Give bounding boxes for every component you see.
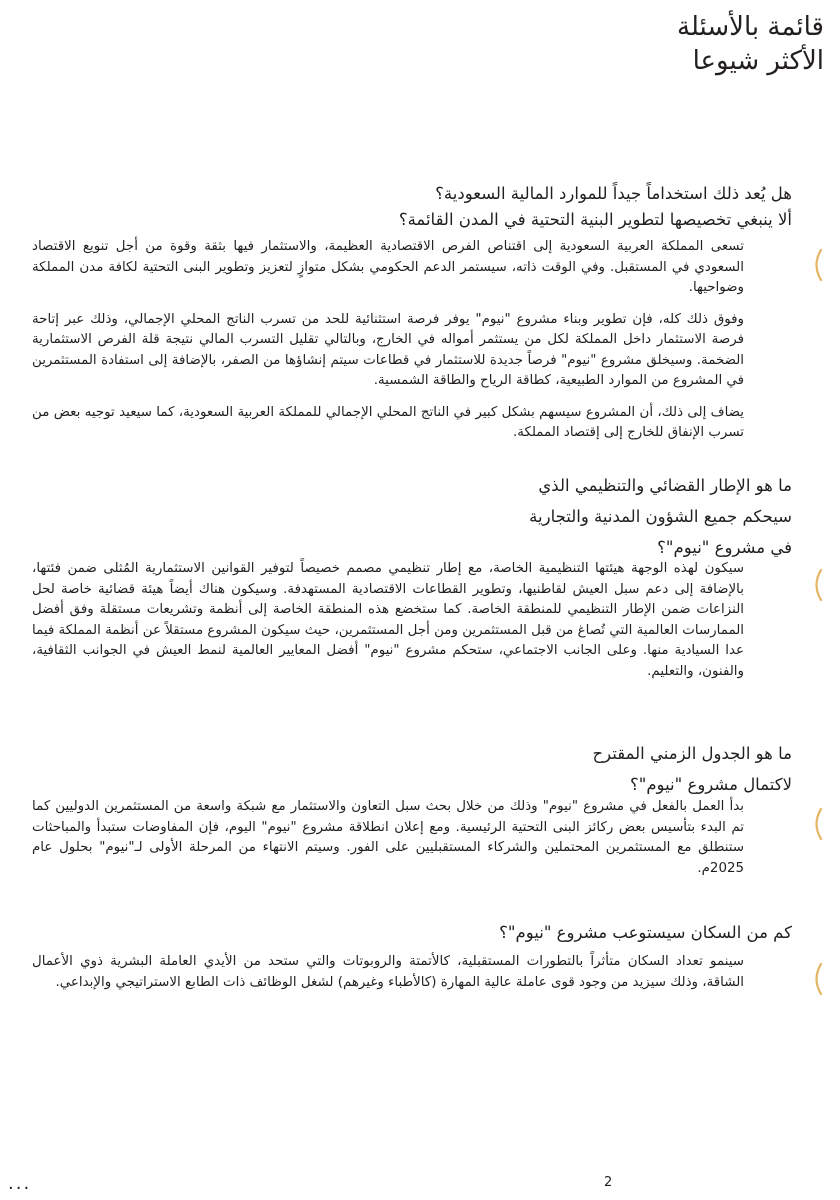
- bracket-icon: [810, 962, 826, 996]
- bracket-icon: [810, 568, 826, 602]
- answer-paragraph: يضاف إلى ذلك، أن المشروع سيسهم بشكل كبير في الناتج المحلي الإجمالي للمملكة العربية السعودية، كما سيعيد توجيه بعض من تسرب الإنفاق للخارج إلى إقتصاد المملكة.: [32, 404, 744, 440]
- answer-paragraph: بدأ العمل بالفعل في مشروع "نيوم" وذلك من خلال بحث سبل التعاون والاستثمار مع شبكة واسعة من المستثمرين الدوليين كما تم البدء بتأسيس بعض ركائز البنى التحتية الرئيسية. ومع إعلان انطلاقة مشروع "نيوم" اليوم، فإن المفاوضات ستبدأ والمباحثات ستنطلق مع المستثمرين المحتملين والشركاء المستقبليين على الفور. وسيتم الانتهاء من المرحلة الأولى لـ"نيوم" بحلول عام 2025م.: [32, 799, 744, 876]
- answer-paragraph: وفوق ذلك كله، فإن تطوير وبناء مشروع "نيوم" يوفر فرصة استثنائية للحد من تسرب الناتج المحلي الإجمالي، وذلك عبر إتاحة فرصة الاستثمار داخل المملكة لكل من يستثمر أمواله في الخارج، وبالتالي تقليل التسرب المالي نتيجة قلة الفرص الاستثمارية الضخمة. وسيخلق مشروع "نيوم" فرصاً جديدة للاستثمار في قطاعات سيتم إنشاؤها من الصفر، بالإضافة إلى استفادة المستثمرين في المشروع من الموارد الطبيعية، كطاقة الرياح والطاقة الشمسية.: [32, 311, 744, 388]
- question-2: ما هو الإطار القضائي والتنظيمي الذي سيحكم جميع الشؤون المدنية والتجارية في مشروع "نيوم"؟: [529, 476, 792, 557]
- title-line-2: الأكثر شيوعا: [692, 46, 824, 76]
- answer-4: [32, 952, 744, 993]
- answer-3: [32, 797, 744, 879]
- page-title: [677, 10, 824, 78]
- question-4: كم من السكان سيستوعب مشروع "نيوم"؟: [499, 923, 792, 942]
- page-number: 2: [604, 1175, 613, 1190]
- bracket-icon: [810, 248, 826, 282]
- answer-paragraph: سينمو تعداد السكان متأثراً بالتطورات المستقبلية، كالأتمتة والروبوتات والتي ستحد من الأيدي العاملة البشرية ذوي الأعمال الشاقة، وذلك سيزيد من وجود قوى عاملة عالية المهارة (كالأطباء وغيرهم) لشغل الوظائف ذات الطابع الاستراتيجي والإبداعي.: [32, 954, 744, 990]
- more-dots-icon: ...: [8, 1173, 32, 1194]
- title-line-1: قائمة بالأسئلة: [677, 12, 824, 42]
- bracket-icon: [810, 807, 826, 841]
- answer-2: [32, 559, 744, 682]
- answer-paragraph: تسعى المملكة العربية السعودية إلى اقتناص الفرص الاقتصادية العظيمة، والاستثمار فيها بثقة وقوة من أجل تنويع الاقتصاد السعودي في المستقبل. وفي الوقت ذاته، سيستمر الدعم الحكومي بشكل متوازٍ لتعزيز وتطوير البنى التحتية لكافة مدن المملكة وضواحيها.: [32, 239, 744, 295]
- answer-1: [32, 237, 744, 444]
- question-3: ما هو الجدول الزمني المقترح لاكتمال مشروع "نيوم"؟: [592, 744, 792, 794]
- question-1: هل يُعد ذلك استخداماً جيداً للموارد المالية السعودية؟ ألا ينبغي تخصيصها لتطوير البنية التحتية في المدن القائمة؟: [398, 184, 792, 229]
- answer-paragraph: سيكون لهذه الوجهة هيئتها التنظيمية الخاصة، مع إطار تنظيمي مصمم خصيصاً لتوفير القوانين الاستثمارية المُثلى ضمن فئتها، بالإضافة إلى دعم سبل العيش لقاطنيها، وتطوير القطاعات الاقتصادية المستهدفة. وسيكون هناك أيضاً هيئة قضائية خاصة لحل النزاعات ضمن الإطار التنظيمي للمنطقة الخاصة. كما ستخضع هذه المنطقة الخاصة إلى أنظمة وتشريعات مستقلة وفق أفضل الممارسات العالمية التي تُصاغ من قبل المستثمرين ومن أجل المستثمرين، حيث سيكون المشروع مستقلاً عن أنظمة المملكة فيما عدا السيادية منها. وعلى الجانب الاجتماعي، ستحكم مشروع "نيوم" أفضل المعايير العالمية لنمط العيش في الجوانب الثقافية، والفنون، والتعليم.: [32, 561, 744, 679]
